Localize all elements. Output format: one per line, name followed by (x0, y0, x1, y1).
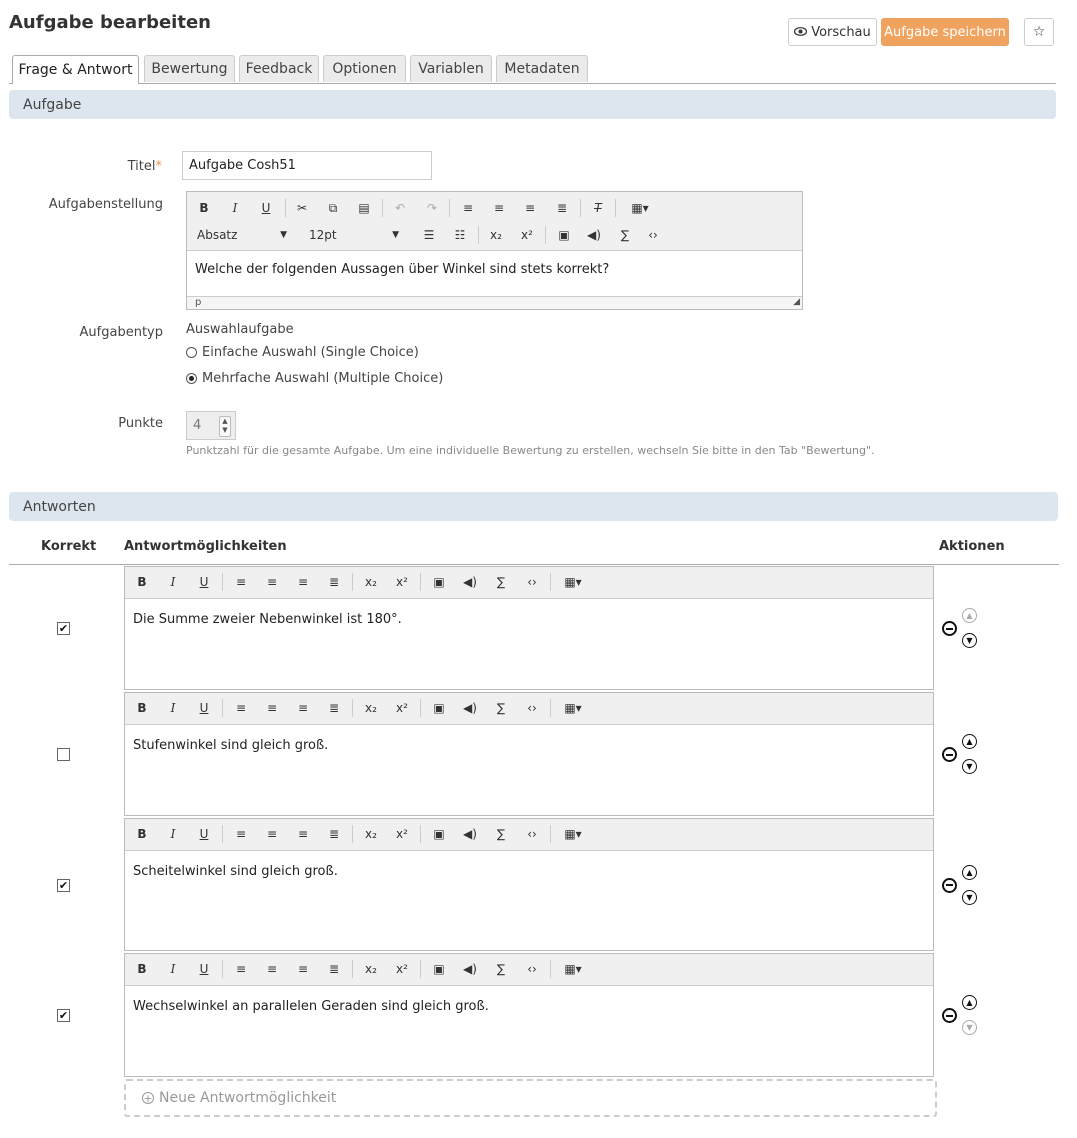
answer-toolbar (125, 693, 933, 725)
tab-frage-antwort[interactable]: Frage & Antwort (12, 55, 139, 84)
spinner-arrows-icon[interactable]: ▲ ▼ (219, 416, 231, 437)
remove-answer-icon[interactable] (942, 621, 957, 636)
align-left-icon[interactable]: ≡ (462, 201, 474, 215)
col-correct-header: Korrekt (41, 539, 97, 554)
bullet-list-icon[interactable]: ☰ (423, 228, 435, 242)
statement-toolbar (187, 192, 802, 251)
tab-bar (9, 55, 1056, 84)
image-icon[interactable]: ▣ (433, 827, 445, 841)
italic-icon[interactable]: I (170, 575, 176, 589)
answer-editor[interactable] (124, 818, 934, 951)
formula-icon[interactable]: ∑ (496, 575, 506, 589)
code-icon[interactable]: ‹› (527, 962, 537, 976)
move-down-icon[interactable]: ▼ (962, 1020, 977, 1035)
underline-icon[interactable]: U (199, 827, 209, 841)
align-center-icon[interactable]: ≡ (266, 962, 278, 976)
image-icon[interactable]: ▣ (558, 228, 570, 242)
align-left-icon[interactable]: ≡ (235, 962, 247, 976)
eye-icon (794, 25, 807, 40)
answer-toolbar (125, 819, 933, 851)
add-answer-button[interactable] (124, 1079, 937, 1117)
remove-answer-icon[interactable] (942, 747, 957, 762)
move-up-icon[interactable]: ▲ (962, 608, 977, 623)
save-task-button[interactable]: Aufgabe speichern (881, 18, 1009, 46)
answer-editor[interactable] (124, 953, 934, 1077)
table-icon[interactable]: ▦▾ (564, 575, 582, 589)
bold-icon[interactable]: B (137, 701, 147, 715)
answer-toolbar (125, 567, 933, 599)
superscript-icon[interactable]: x² (521, 228, 533, 242)
correct-checkbox[interactable]: ✔ (58, 1009, 69, 1022)
bold-icon[interactable]: B (137, 962, 147, 976)
cut-icon[interactable]: ✂ (296, 201, 308, 215)
underline-icon[interactable]: U (199, 575, 209, 589)
preview-button[interactable] (788, 18, 877, 46)
tab-optionen[interactable]: Optionen (323, 55, 406, 82)
move-up-icon[interactable]: ▲ (962, 865, 977, 880)
subscript-icon[interactable]: x₂ (365, 575, 377, 589)
align-justify-icon[interactable]: ≣ (328, 962, 340, 976)
bold-icon[interactable]: B (199, 201, 209, 215)
font-size-select[interactable]: 12pt ▼ (309, 228, 399, 242)
align-left-icon[interactable]: ≡ (235, 575, 247, 589)
code-icon[interactable]: ‹› (527, 827, 537, 841)
undo-icon[interactable]: ↶ (394, 201, 406, 215)
correct-checkbox[interactable]: ✔ (58, 878, 69, 892)
audio-icon[interactable]: ◀) (463, 827, 477, 841)
align-center-icon[interactable]: ≡ (493, 201, 505, 215)
element-path: p (195, 297, 202, 308)
move-down-icon[interactable]: ▼ (962, 890, 977, 905)
code-icon[interactable]: ‹› (527, 701, 537, 715)
clear-format-icon[interactable]: T̶ (594, 201, 602, 215)
editor-statusbar (187, 296, 802, 309)
numbered-list-icon[interactable]: ☷ (454, 228, 466, 242)
block-format-value: Absatz (197, 228, 238, 242)
tab-metadaten[interactable]: Metadaten (496, 55, 588, 82)
add-answer-label: Neue Antwortmöglichkeit (159, 1090, 337, 1106)
answer-editor[interactable] (124, 566, 934, 690)
answer-text[interactable]: Stufenwinkel sind gleich groß. (133, 738, 329, 753)
paste-icon[interactable]: ▤ (358, 201, 370, 215)
italic-icon[interactable]: I (170, 701, 176, 715)
statement-editor[interactable] (186, 191, 803, 310)
formula-icon[interactable]: ∑ (496, 701, 506, 715)
table-icon[interactable]: ▦▾ (564, 701, 582, 715)
single-choice-label: Einfache Auswahl (Single Choice) (202, 345, 419, 360)
image-icon[interactable]: ▣ (433, 962, 445, 976)
block-format-select[interactable]: Absatz ▼ (197, 228, 287, 242)
align-left-icon[interactable]: ≡ (235, 827, 247, 841)
subscript-icon[interactable]: x₂ (365, 827, 377, 841)
points-label: Punkte (118, 416, 163, 431)
type-label: Aufgabentyp (79, 325, 163, 340)
plus-circle-icon: + (143, 1092, 153, 1105)
move-down-icon[interactable]: ▼ (962, 633, 977, 648)
align-center-icon[interactable]: ≡ (266, 827, 278, 841)
subscript-icon[interactable]: x₂ (365, 962, 377, 976)
move-down-icon[interactable]: ▼ (962, 759, 977, 774)
image-icon[interactable]: ▣ (433, 575, 445, 589)
section-aufgabe: Aufgabe (9, 90, 1056, 119)
italic-icon[interactable]: I (170, 827, 176, 841)
subscript-icon[interactable]: x₂ (365, 701, 377, 715)
align-justify-icon[interactable]: ≣ (328, 701, 340, 715)
bold-icon[interactable]: B (137, 827, 147, 841)
italic-icon[interactable]: I (170, 962, 176, 976)
answer-text[interactable]: Wechselwinkel an parallelen Geraden sind gleich groß. (133, 999, 489, 1014)
font-size-value: 12pt (309, 228, 337, 242)
align-right-icon[interactable]: ≡ (524, 201, 536, 215)
table-icon[interactable]: ▦▾ (564, 827, 582, 841)
table-icon[interactable]: ▦▾ (631, 201, 649, 215)
answer-editor[interactable] (124, 692, 934, 816)
correct-checkbox[interactable] (57, 748, 70, 761)
answer-text[interactable]: Die Summe zweier Nebenwinkel ist 180°. (133, 612, 402, 627)
superscript-icon[interactable]: x² (396, 575, 408, 589)
multiple-choice-option[interactable] (186, 371, 443, 386)
align-right-icon[interactable]: ≡ (297, 827, 309, 841)
underline-icon[interactable]: U (199, 701, 209, 715)
bookmark-button[interactable] (1024, 18, 1054, 46)
copy-icon[interactable]: ⧉ (328, 200, 338, 215)
tab-variablen[interactable]: Variablen (410, 55, 492, 82)
bold-icon[interactable]: B (137, 575, 147, 589)
align-right-icon[interactable]: ≡ (297, 575, 309, 589)
audio-icon[interactable]: ◀) (463, 701, 477, 715)
code-icon[interactable]: ‹› (527, 575, 537, 589)
formula-icon[interactable]: ∑ (496, 827, 506, 841)
superscript-icon[interactable]: x² (396, 962, 408, 976)
formula-icon[interactable]: ∑ (496, 962, 506, 976)
align-center-icon[interactable]: ≡ (266, 701, 278, 715)
title-input[interactable]: Aufgabe Cosh51 (182, 151, 432, 180)
align-right-icon[interactable]: ≡ (297, 701, 309, 715)
move-up-icon[interactable]: ▲ (962, 995, 977, 1010)
star-icon: ☆ (1032, 24, 1046, 40)
align-left-icon[interactable]: ≡ (235, 701, 247, 715)
code-icon[interactable]: ‹› (648, 228, 658, 242)
remove-answer-icon[interactable] (942, 1008, 957, 1023)
multiple-choice-label: Mehrfache Auswahl (Multiple Choice) (202, 371, 444, 386)
table-icon[interactable]: ▦▾ (564, 962, 582, 976)
audio-icon[interactable]: ◀) (587, 228, 601, 242)
tab-feedback[interactable]: Feedback (239, 55, 319, 82)
points-help: Punktzahl für die gesamte Aufgabe. Um eine individuelle Bewertung zu erstellen, wechseln Sie bitte in den Tab "Bewertung". (186, 444, 875, 457)
section-antworten: Antworten (9, 492, 1058, 521)
align-center-icon[interactable]: ≡ (266, 575, 278, 589)
superscript-icon[interactable]: x² (396, 827, 408, 841)
move-up-icon[interactable]: ▲ (962, 734, 977, 749)
page-title: Aufgabe bearbeiten (9, 12, 211, 33)
superscript-icon[interactable]: x² (396, 701, 408, 715)
answer-text[interactable]: Scheitelwinkel sind gleich groß. (133, 864, 338, 879)
statement-label: Aufgabenstellung (48, 197, 163, 212)
single-choice-option[interactable] (186, 345, 419, 360)
type-value: Auswahlaufgabe (186, 322, 294, 337)
underline-icon[interactable]: U (199, 962, 209, 976)
answer-toolbar (125, 954, 933, 986)
italic-icon[interactable]: I (232, 201, 238, 215)
redo-icon[interactable]: ↷ (426, 201, 438, 215)
tab-bewertung[interactable]: Bewertung (144, 55, 235, 82)
col-actions-header: Aktionen (939, 539, 1005, 554)
resize-handle-icon[interactable]: ◢ (793, 297, 800, 307)
points-input[interactable] (186, 411, 236, 440)
correct-checkbox[interactable]: ✔ (58, 622, 69, 635)
align-right-icon[interactable]: ≡ (297, 962, 309, 976)
remove-answer-icon[interactable] (942, 878, 957, 893)
col-options-header: Antwortmöglichkeiten (124, 539, 287, 554)
image-icon[interactable]: ▣ (433, 701, 445, 715)
points-value: 4 (193, 418, 202, 433)
formula-icon[interactable]: ∑ (620, 228, 630, 242)
align-justify-icon[interactable]: ≣ (328, 575, 340, 589)
underline-icon[interactable]: U (261, 201, 271, 215)
audio-icon[interactable]: ◀) (463, 575, 477, 589)
title-label: Titel* (127, 159, 162, 174)
audio-icon[interactable]: ◀) (463, 962, 477, 976)
single-choice-radio[interactable] (186, 347, 197, 358)
multiple-choice-radio[interactable] (186, 373, 197, 384)
align-justify-icon[interactable]: ≣ (328, 827, 340, 841)
subscript-icon[interactable]: x₂ (490, 228, 502, 242)
preview-label: Vorschau (811, 24, 871, 40)
statement-text[interactable]: Welche der folgenden Aussagen über Winkel sind stets korrekt? (195, 262, 610, 277)
align-justify-icon[interactable]: ≣ (556, 201, 568, 215)
